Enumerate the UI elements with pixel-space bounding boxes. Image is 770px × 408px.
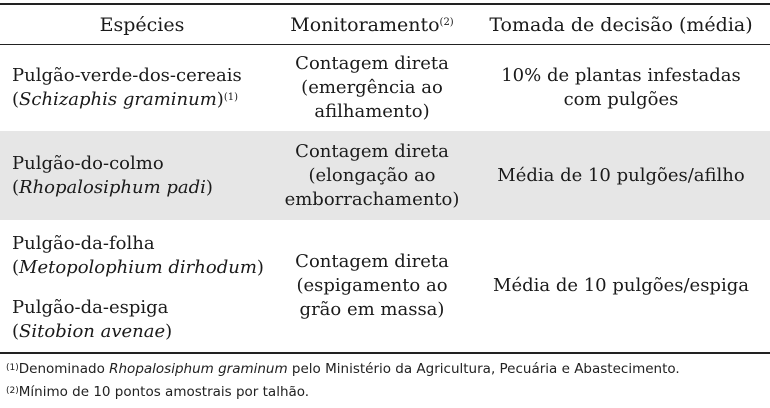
row1-monitoring bbox=[272, 45, 472, 131]
header-monitoring-label: Monitoramento bbox=[290, 14, 440, 36]
footnote-2-text: Mínimo de 10 pontos amostrais por talhão. bbox=[18, 384, 310, 400]
row3-species-b bbox=[12, 292, 272, 348]
row2-monitoring-line: Contagem direta bbox=[295, 140, 449, 162]
row3-decision bbox=[476, 220, 766, 352]
row2-monitoring bbox=[272, 131, 472, 220]
row1-common-name: Pulgão-verde-dos-cereais bbox=[12, 65, 242, 86]
row2-monitoring-line: (elongação ao bbox=[308, 164, 436, 186]
row1-species bbox=[12, 45, 272, 131]
row1-decision-line: com pulgões bbox=[563, 89, 679, 110]
row1-monitoring-line: afilhamento) bbox=[314, 101, 430, 122]
row3-monitoring-line: Contagem direta bbox=[295, 251, 449, 272]
footnote-1-mark: (1) bbox=[6, 363, 19, 373]
row2-monitoring-line: emborrachamento) bbox=[284, 188, 460, 210]
footnote-1-text-end: pelo Ministério da Agricultura, Pecuária e Abastecimento. bbox=[287, 361, 680, 377]
row3-monitoring bbox=[272, 220, 472, 352]
footnote-1-italic: Rhopalosiphum graminum bbox=[109, 361, 288, 377]
row2-decision bbox=[476, 131, 766, 220]
row1-decision bbox=[476, 45, 766, 131]
header-species bbox=[12, 6, 272, 44]
row2-species bbox=[12, 131, 272, 220]
row2-scientific-name: (Rhopalosiphum padi) bbox=[12, 176, 213, 198]
header-decision bbox=[476, 6, 766, 44]
row3a-common-name: Pulgão-da-folha bbox=[12, 233, 155, 254]
footnote-2-mark: (2) bbox=[6, 386, 19, 396]
footnote-1-text: Denominado bbox=[18, 361, 110, 377]
row2-common-name: Pulgão-do-colmo bbox=[12, 152, 164, 174]
table-bottom-rule bbox=[0, 352, 770, 354]
footnote-2 bbox=[6, 383, 309, 401]
row3-monitoring-line: (espigamento ao bbox=[296, 275, 448, 296]
row1-monitoring-line: Contagem direta bbox=[295, 53, 449, 74]
row3-species-a bbox=[12, 228, 272, 284]
row3b-scientific-name: (Sitobion avenae) bbox=[12, 321, 173, 342]
row1-note: (1) bbox=[223, 92, 238, 103]
table-row bbox=[0, 45, 770, 131]
row3-monitoring-line: grão em massa) bbox=[299, 299, 445, 320]
header-species-label: Espécies bbox=[99, 14, 185, 36]
header-decision-label: Tomada de decisão (média) bbox=[489, 14, 753, 36]
row1-monitoring-line: (emergência ao bbox=[301, 77, 443, 98]
row1-decision-line: 10% de plantas infestadas bbox=[501, 65, 741, 86]
footnote-1 bbox=[6, 360, 680, 378]
row3b-common-name: Pulgão-da-espiga bbox=[12, 297, 169, 318]
row3a-scientific-name: (Metopolophium dirhodum) bbox=[12, 257, 264, 278]
table-top-rule bbox=[0, 3, 770, 5]
row3-decision-line: Média de 10 pulgões/espiga bbox=[493, 275, 749, 296]
row1-scientific-name: (Schizaphis graminum)$^{(1)}$ bbox=[12, 89, 238, 110]
header-monitoring-note: (2) bbox=[439, 17, 454, 28]
row2-decision-line: Média de 10 pulgões/afilho bbox=[497, 164, 745, 186]
header-monitoring bbox=[272, 6, 472, 44]
table-row bbox=[0, 220, 770, 352]
table-header bbox=[0, 6, 770, 44]
table-row bbox=[0, 131, 770, 220]
